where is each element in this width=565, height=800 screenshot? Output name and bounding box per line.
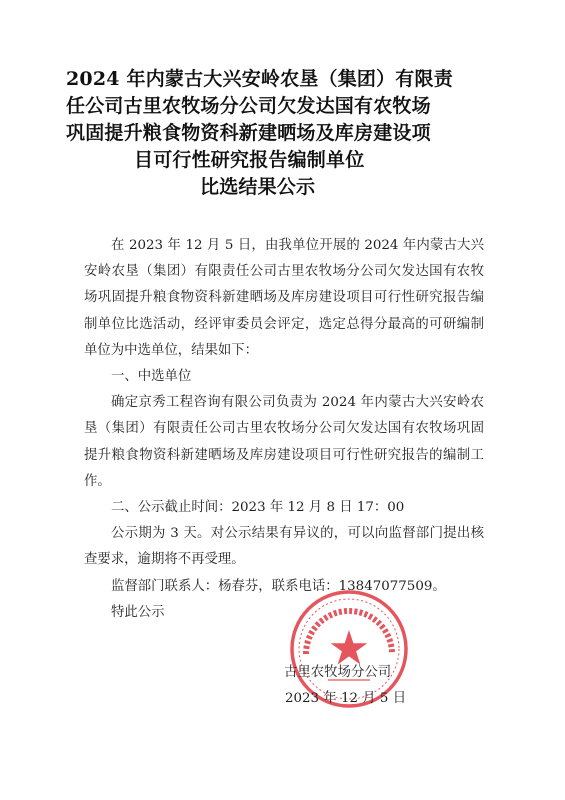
intro-paragraph: 在 2023 年 12 月 5 日，由我单位开展的 2024 年内蒙古大兴安岭农垦（集团）有限责任公司古里农牧场分公司欠发达国有农牧场巩固提升粮食物资科新建晒场及库房建设项目可行性研究报告编制单位比选活动，经评审委员会评定，选定总得分最高的可研编制单位为中选单位，结果如下：: [84, 238, 484, 358]
objection-paragraph: 公示期为 3 天。对公示结果有异议的，可以向监督部门提出核查要求，逾期将不再受理。: [84, 526, 484, 568]
signature-organization: 古里农牧场分公司: [284, 665, 392, 680]
title-line: 任公司古里农牧场分公司欠发达国有农牧场: [66, 95, 431, 117]
closing-paragraph: 特此公示: [111, 604, 165, 620]
section-heading-selected-unit: 一、中选单位: [111, 369, 192, 385]
supervisor-contact-paragraph: 监督部门联系人：杨春芬，联系电话：13847077509。: [111, 578, 446, 594]
title-line: 2024 年内蒙古大兴安岭农垦（集团）有限责: [66, 68, 453, 90]
title-line: 比选结果公示: [200, 176, 316, 198]
selected-unit-paragraph: 确定京秀工程咨询有限公司负责为 2024 年内蒙古大兴安岭农垦（集团）有限责任公司古里农牧场分公司欠发达国有农牧场巩固提升粮食物资科新建晒场及库房建设项目可行性研究报告的编制工作。: [84, 395, 484, 489]
title-line: 目可行性研究报告编制单位: [134, 149, 365, 171]
title-line: 巩固提升粮食物资科新建晒场及库房建设项: [66, 122, 431, 144]
document-title: [66, 66, 502, 201]
document-body: [84, 233, 484, 626]
signature-date: 2023 年 12 月 5 日: [285, 691, 407, 706]
section-heading-deadline: 二、公示截止时间：2023 年 12 月 8 日 17：00: [111, 500, 405, 516]
